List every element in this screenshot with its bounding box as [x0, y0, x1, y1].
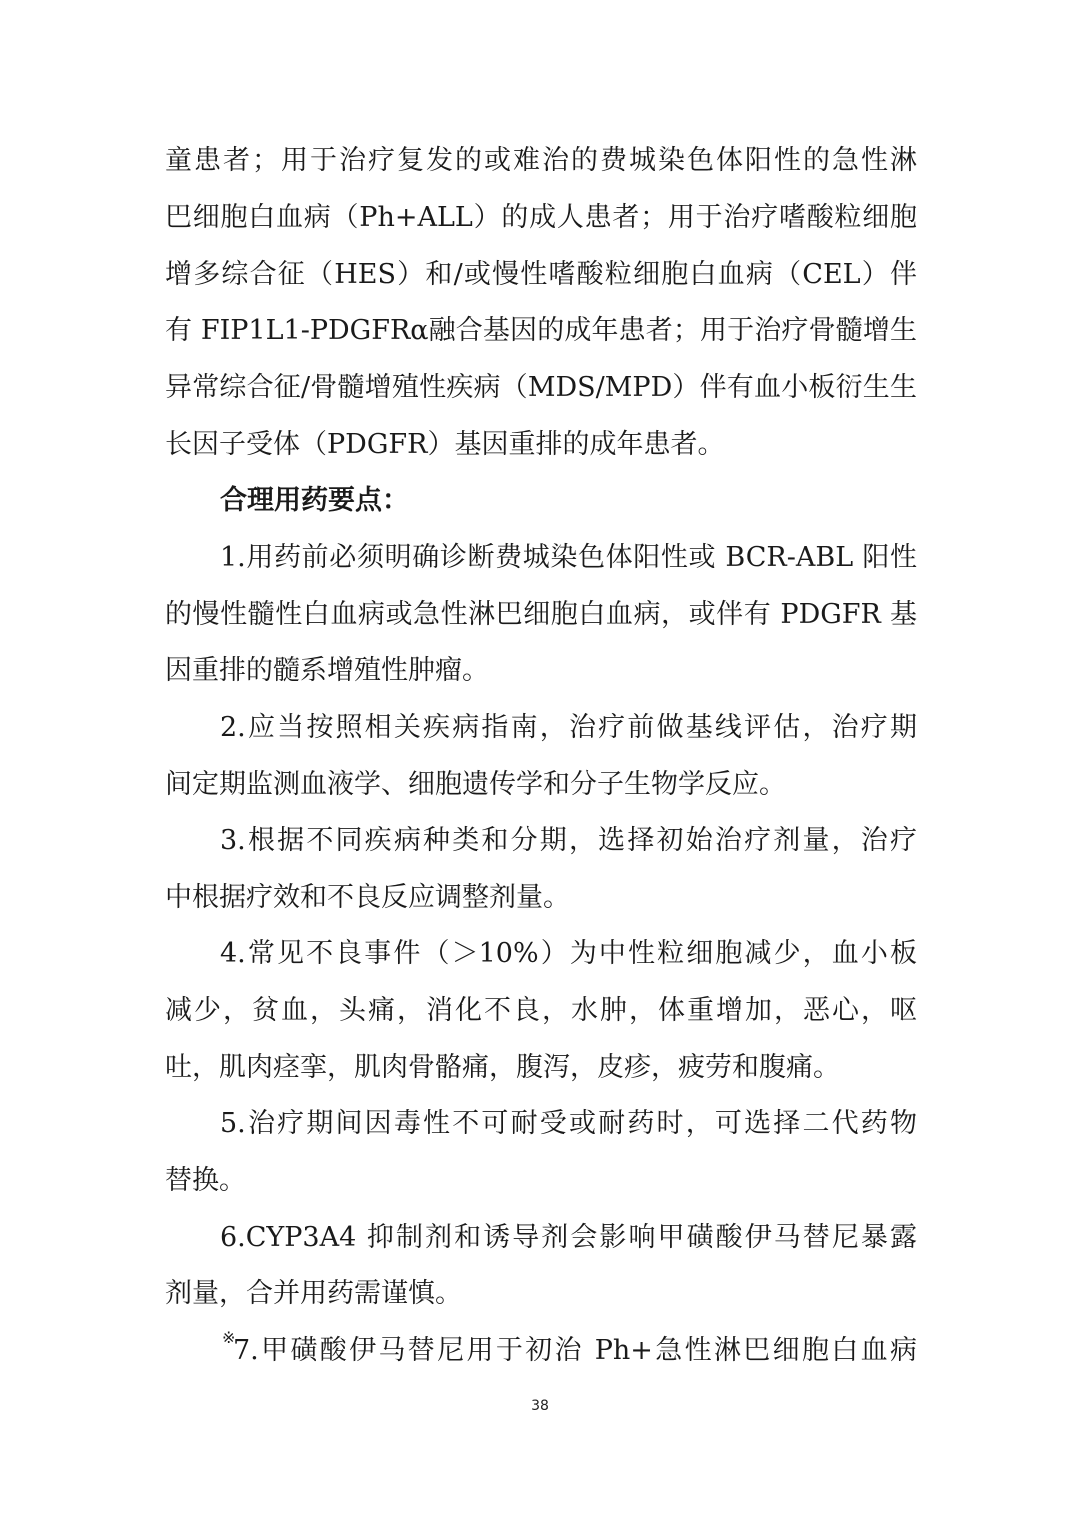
text-line: 中根据疗效和不良反应调整剂量。: [165, 882, 570, 913]
text-line: 2.应当按照相关疾病指南，治疗前做基线评估，治疗期: [220, 712, 917, 743]
text-line: 减少，贫血，头痛，消化不良，水肿，体重增加，恶心，呕: [165, 995, 917, 1026]
text-line: 6.CYP3A4 抑制剂和诱导剂会影响甲磺酸伊马替尼暴露: [220, 1222, 917, 1253]
text-line: 异常综合征/骨髓增殖性疾病（MDS/MPD）伴有血小板衍生生: [165, 372, 917, 403]
text-line: 有 FIP1L1-PDGFRα融合基因的成年患者；用于治疗骨髓增生: [165, 315, 917, 346]
text-line: 因重排的髓系增殖性肿瘤。: [165, 655, 489, 686]
section-heading: 合理用药要点：: [220, 485, 409, 516]
text-line: 的慢性髓性白血病或急性淋巴细胞白血病，或伴有 PDGFR 基: [165, 599, 917, 630]
text-line: 剂量，合并用药需谨慎。: [165, 1278, 462, 1309]
text-line: 7.甲磺酸伊马替尼用于初治 Ph+急性淋巴细胞白血病: [233, 1335, 917, 1366]
text-line: 吐，肌肉痉挛，肌肉骨骼痛，腹泻，皮疹，疲劳和腹痛。: [165, 1052, 840, 1083]
text-line: 1.用药前必须明确诊断费城染色体阳性或 BCR-ABL 阳性: [220, 542, 917, 573]
text-line: 替换。: [165, 1165, 246, 1196]
text-line: 童患者；用于治疗复发的或难治的费城染色体阳性的急性淋: [165, 145, 917, 176]
text-line: 长因子受体（PDGFR）基因重排的成年患者。: [165, 429, 725, 460]
footnote-mark: ※: [222, 1328, 236, 1347]
text-line: 增多综合征（HES）和/或慢性嗜酸粒细胞白血病（CEL）伴: [165, 259, 917, 290]
text-line: 5.治疗期间因毒性不可耐受或耐药时，可选择二代药物: [220, 1108, 917, 1139]
text-line: 间定期监测血液学、细胞遗传学和分子生物学反应。: [165, 769, 786, 800]
text-line: 巴细胞白血病（Ph+ALL）的成人患者；用于治疗嗜酸粒细胞: [165, 202, 917, 233]
page-number: 38: [531, 1398, 549, 1414]
text-line: 3.根据不同疾病种类和分期，选择初始治疗剂量，治疗: [220, 825, 917, 856]
text-line: 4.常见不良事件（＞10%）为中性粒细胞减少，血小板: [220, 938, 917, 969]
